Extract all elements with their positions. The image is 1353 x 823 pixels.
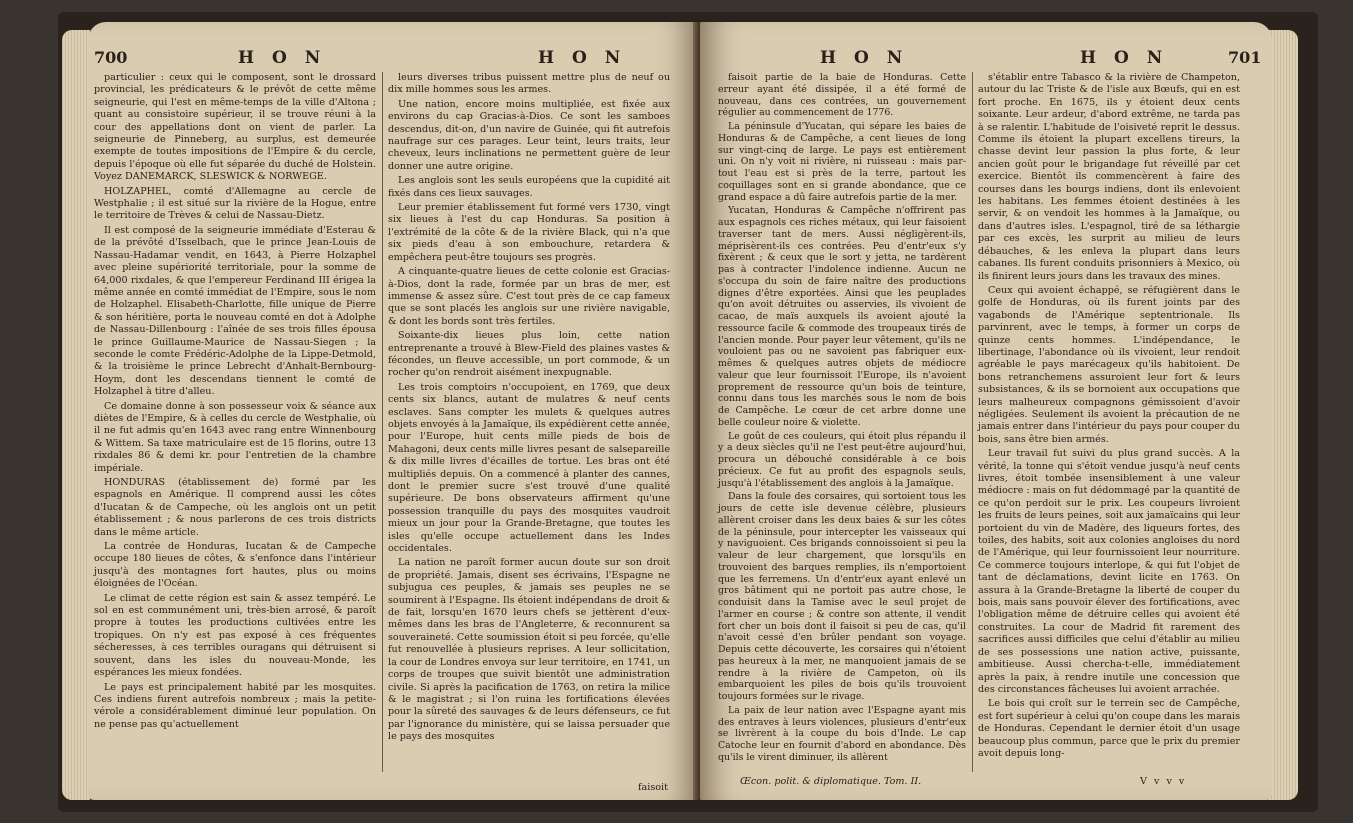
left-page-edges <box>62 30 90 800</box>
paragraph: Leur premier établissement fut formé vers 1730, vingt six lieues à l'est du cap Honduras. Sa position à l'extrémité de la côte & de la rivière Black, qui n'a que six pieds d'eau à son embouchure, retardera & empêchera peut-être toujours ses progrès. <box>388 202 670 263</box>
footer-title: Œcon. polit. & diplomatique. Tom. II. <box>740 776 922 787</box>
paragraph: leurs diverses tribus puissent mettre plus de neuf ou dix mille hommes sous les armes. <box>388 72 670 96</box>
page-number-left: 700 <box>94 48 128 67</box>
paragraph: Le goût de ces couleurs, qui étoit plus répandu il y a deux siècles qu'il ne l'est peut-être aujourd'hui, procura un débouché considérable à ce bois précieux. Ce fut au profit des espagnols seuls, jusqu'à l'établissement des anglois à la Jamaïque. <box>718 430 966 489</box>
paragraph: HONDURAS (établissement de) formé par les espagnols en Amérique. Il comprend aussi les côtes d'Iucatan & de Campeche, où les anglois ont un petit établissement ; & nous parlerons de ces trois districts dans le même article. <box>94 477 376 538</box>
paragraph: Le bois qui croît sur le terrein sec de Campêche, est fort supérieur à celui qu'on coupe dans les marais de Honduras. Cependant le dernier étoit d'un usage beaucoup plus commun, parce que le prix du premier avoit depuis long- <box>978 698 1240 759</box>
right-page-edges <box>1268 30 1298 800</box>
right-page <box>700 22 1272 800</box>
paragraph: Ce domaine donne à son possesseur voix & séance aux diètes de l'Empire, & à celles du cercle de Westphalie, où il ne fut admis qu'en 1643 avec rang entre Winnenbourg & Wittem. Sa taxe matriculaire est de 15 florins, outre 13 rixdales 86 & demi kr. pour l'entretien de la chambre impériale. <box>94 400 376 474</box>
paragraph: Le climat de cette région est sain & assez tempéré. Le sol en est communément uni, très-bien arrosé, & paroît propre à toutes les productions cultivées entre les tropiques. On n'y est pas exposé à ces fréquentes sécheresses, à ces terribles ouragans qui détruisent si souvent, dans les isles du nouveau-Monde, les espérances les mieux fondées. <box>94 592 376 679</box>
paragraph: La péninsule d'Yucatan, qui sépare les baies de Honduras & de Campêche, a cent lieues de long sur vingt-cinq de large. Le pays est entièrement uni. On n'y voit ni rivière, ni ruisseau : mais par-tout l'eau est si près de la terre, partout les coquillages sont en si grande abondance, que ce grand espace a dû faire autrefois partie de la mer. <box>718 121 966 203</box>
paragraph: Dans la foule des corsaires, qui sortoient tous les jours de cette isle devenue célèbre, plusieurs allèrent croiser dans les deux baies & sur les côtes de la péninsule, pour intercepter les vaisseaux qui y naviguoient. Ces brigands connoissoient si peu la valeur de leur chargement, que lorsqu'ils en trouvoient des barques remplies, ils n'emportoient que les ferremens. Un d'entr'eux ayant enlevé un gros bâtiment qui ne portoit pas autre chose, le conduisit dans la Tamise avec le seul projet de l'armer en course ; & contre son attente, il vendit fort cher un bois dont il faisoit si peu de cas, qu'il n'avoit cessé d'en brûler pendant son voyage. Depuis cette découverte, les corsaires qui n'étoient pas heureux à la mer, ne manquoient jamais de se rendre à la rivière de Campeton, où ils embarquoient les piles de bois qu'ils trouvoient toujours formées sur le rivage. <box>718 491 966 702</box>
column-rule-left <box>382 72 383 772</box>
paragraph: La paix de leur nation avec l'Espagne ayant mis des entraves à leurs violences, plusieurs d'entr'eux se livrèrent à la coupe du bois d'Inde. Le cap Catoche leur en fournit d'abord en abondance. Dès qu'ils le virent diminuer, ils allèrent <box>718 704 966 763</box>
paragraph: La contrée de Honduras, Iucatan & de Campeche occupe 180 lieues de côtes, & s'enfonce dans l'intérieur jusqu'à des montagnes fort hautes, plus ou moins éloignées de l'Océan. <box>94 541 376 590</box>
paragraph: Soixante-dix lieues plus loin, cette nation entreprenante a trouvé à Blew-Field des plaines vastes & fécondes, un fleuve accessible, un port commode, & un rocher qu'on rendroit aisément inexpugnable. <box>388 330 670 379</box>
paragraph: faisoit partie de la baie de Honduras. Cette erreur ayant été dissipée, il a été formé de nouveau, dans ces contrées, un gouvernement régulier au commencement de 1776. <box>718 72 966 119</box>
column-rule-right <box>972 72 973 772</box>
paragraph: Ceux qui avoient échappé, se réfugièrent dans le golfe de Honduras, où ils furent joints par des vagabonds de l'Amérique septentrionale. Ils parvinrent, avec le temps, à former un corps de quinze cents hommes. L'indépendance, le libertinage, l'abondance où ils vivoient, leur rendoit agréable le pays marécageux qu'ils habitoient. De bons retranchemens assuroient leur fort & leurs subsistances, & ils se bornoient aux occupations que leurs malheureux compagnons gémissoient d'avoir négligées. Seulement ils avoient la précaution de ne jamais entrer dans l'intérieur du pays pour couper du bois, sans être bien armés. <box>978 284 1240 445</box>
page-number-right: 701 <box>1228 48 1262 67</box>
running-head-left-1: H O N <box>238 48 327 68</box>
running-head-left-2: H O N <box>538 48 627 68</box>
paragraph: HOLZAPHEL, comté d'Allemagne au cercle de Westphalie ; il est situé sur la rivière de la Hogue, entre le territoire de Trèves & celui de Nassau-Dietz. <box>94 185 376 222</box>
paragraph: Leur travail fut suivi du plus grand succès. A la vérité, la tonne qui s'étoit vendue jusqu'à neuf cents livres, étoit tombée insensiblement à une valeur médiocre : mais on fut dédommagé par la quantité de ce qu'on perdoit sur le prix. Les coupeurs livroient les fruits de leurs peines, soit aux jamaïcains qui leur portoient du vin de Madère, des liqueurs fortes, des toiles, des habits, soit aux colonies angloises du nord de l'Amérique, qui leur fournissoient leur nourriture. Ce commerce toujours interlope, & qui fut l'objet de tant de déclamations, devint licite en 1763. On assura à la Grande-Bretagne la liberté de couper du bois, mais sans pouvoir élever des fortifications, avec l'obligation même de détruire celles qui avoient été construites. La cour de Madrid fit rarement des sacrifices aussi difficiles que celui d'établir au milieu de ses possessions une nation active, puissante, ambitieuse. Aussi chercha-t-elle, immédiatement après la paix, à rendre inutile une concession que des circonstances fâcheuses lui avoient arrachée. <box>978 448 1240 695</box>
paragraph: Les trois comptoirs n'occupoient, en 1769, que deux cents six blancs, autant de mulatres & neuf cents esclaves. Sans compter les mulets & quelques autres objets envoyés à la Jamaïque, ils expédièrent cette année, pour l'Europe, huit cents mille pieds de bois de Mahagoni, deux cents mille livres pesant de salsepareille & dix mille livres d'écailles de tortue. Les bras ont été multipliés depuis. On a commencé à planter des cannes, dont le premier sucre s'est trouvé d'une qualité supérieure. De bons observateurs affirment qu'une possession tranquille du pays des mosquites vaudroit mieux un jour pour la Grande-Bretagne, que toutes les isles qu'elle occupe actuellement dans les Indes occidentales. <box>388 381 670 555</box>
running-head-right-2: H O N <box>1080 48 1169 68</box>
paragraph: A cinquante-quatre lieues de cette colonie est Gracias-à-Dios, dont la rade, formée par un bras de mer, est immense & assez sûre. C'est tout près de ce cap fameux que se sont placés les anglois sur une rivière navigable, & dont les bords sont très fertiles. <box>388 266 670 327</box>
paragraph: Une nation, encore moins multipliée, est fixée aux environs du cap Gracias-à-Dios. Ce sont les samboes descendus, dit-on, d'un navire de Guinée, qui fit autrefois naufrage sur ces parages. Leur teint, leurs traits, leur cheveux, leurs inclinations ne permettent guère de leur donner une autre origine. <box>388 98 670 172</box>
paragraph: s'établir entre Tabasco & la rivière de Champeton, autour du lac Triste & de l'isle aux Bœufs, qui en est fort proche. En 1675, ils y étoient deux cents soixante. Leur ardeur, d'abord extrême, ne tarda pas à se ralentir. L'habitude de l'oisiveté reprit le dessus. Comme ils étoient la plupart excellens tireurs, la chasse devint leur passion la plus forte, & leur ancien goût pour le brigandage fut réveillé par cet exercice. Bientôt ils commencèrent à faire des courses dans les bourgs indiens, dont ils enlevoient les habitans. Les femmes étoient destinées à les servir, & on vendoit les hommes à la Jamaïque, ou dans d'autres isles. L'espagnol, tiré de sa léthargie par ces excès, les surprit au milieu de leurs débauches, & les enleva la plupart dans leurs cabanes. Ils furent conduits prisonniers à Mexico, où ils finirent leurs jours dans les travaux des mines. <box>978 72 1240 282</box>
paragraph: Le pays est principalement habité par les mosquites. Ces indiens furent autrefois nombreux ; mais la petite-vérole a considérablement diminué leur population. On ne pense pas qu'actuellement <box>94 681 376 730</box>
left-column-2 <box>388 72 670 746</box>
left-page <box>88 22 698 800</box>
right-column-1 <box>718 72 966 766</box>
running-head-right-1: H O N <box>820 48 909 68</box>
paragraph: La nation ne paroît former aucun doute sur son droit de propriété. Jamais, disent ses écrivains, l'Espagne ne subjugua ces peuples, & jamais ses peuples ne se soumirent à l'Espagne. Ils étoient indépendans de droit & de fait, lorsqu'en 1670 leurs chefs se jettèrent d'eux-mêmes dans les bras de l'Angleterre, & reconnurent sa souveraineté. Cette soumission étoit si peu forcée, qu'elle fut renouvellée à plusieurs reprises. A leur sollicitation, la cour de Londres envoya sur leur territoire, en 1741, un corps de troupes que suivit bientôt une administration civile. Si après la pacification de 1763, on retira la milice & le magistrat ; si l'on ruina les fortifications élevées pour la sûreté des sauvages & de leurs défenseurs, ce fut par l'ignorance du ministère, qui se laissa persuader que le pays des mosquites <box>388 557 670 743</box>
paragraph: Les anglois sont les seuls européens que la cupidité ait fixés dans ces lieux sauvages. <box>388 175 670 199</box>
right-column-2 <box>978 72 1240 762</box>
paragraph: Yucatan, Honduras & Campêche n'offrirent pas aux espagnols ces riches métaux, qui leur faisoient traverser tant de mers. Aussi négligèrent-ils, méprisèrent-ils ces contrées. Peu d'entr'eux s'y fixèrent ; & ceux que le sort y jetta, ne tardèrent pas à contracter l'indolence indienne. Aucun ne s'occupa du soin de faire naître des productions dignes d'être exportées. Ainsi que les peuplades qu'on avoit détruites ou asservies, ils vivoient de cacao, de maïs auxquels ils avoient ajouté la ressource facile & commode des troupeaux tirés de l'ancien monde. Pour payer leur vêtement, qu'ils ne vouloient pas ou ne savoient pas fabriquer eux-mêmes & quelques autres objets de médiocre valeur que leur fournissoit l'Europe, ils n'avoient proprement de ressource qu'un bois de teinture, connu dans tous les marchés sous le nom de bois de Campêche. Le cœur de cet arbre donne une belle couleur noire & violette. <box>718 205 966 428</box>
paragraph: particulier : ceux qui le composent, sont le drossard provincial, les prédicateurs & le prévôt de cette même seigneurie, qui l'est en même-temps de la ville d'Altona ; quant au consistoire supérieur, il se trouve réuni à la cour des appellations dont on vient de parler. La seigneurie de Pinneberg, au surplus, est demeurée exempte de toutes impositions de l'Empire & du cercle, depuis l'époque où elle fut séparée du duché de Holstein. Voyez DANEMARCK, SLESWICK & NORWEGE. <box>94 72 376 183</box>
left-column-1 <box>94 72 376 733</box>
catchword-left: faisoit <box>638 782 668 793</box>
paragraph: Il est composé de la seigneurie immédiate d'Esterau & de la prévôté d'Isselbach, que le prince Jean-Louis de Nassau-Hadamar vendit, en 1643, à Pierre Holzaphel avec pleine supériorité territoriale, pour la somme de 64,000 rixdales, & que l'empereur Ferdinand III érigea la même année en comté immédiat de l'Empire, sous le nom de Holzaphel. Elisabeth-Charlotte, fille unique de Pierre & son héritière, porta le nouveau comté en dot à Adolphe de Nassau-Dillenbourg : l'aînée de ses trois filles épousa le prince Guillaume-Maurice de Nassau-Siegen ; la seconde le comte Frédéric-Adolphe de la Lippe-Detmold, & la troisième le prince Lebrecht d'Anhalt-Bernbourg-Hoym, dont les descendans tiennent le comté de Holzaphel à titre d'alleu. <box>94 224 376 398</box>
signature-mark: V v v v <box>1140 776 1187 787</box>
